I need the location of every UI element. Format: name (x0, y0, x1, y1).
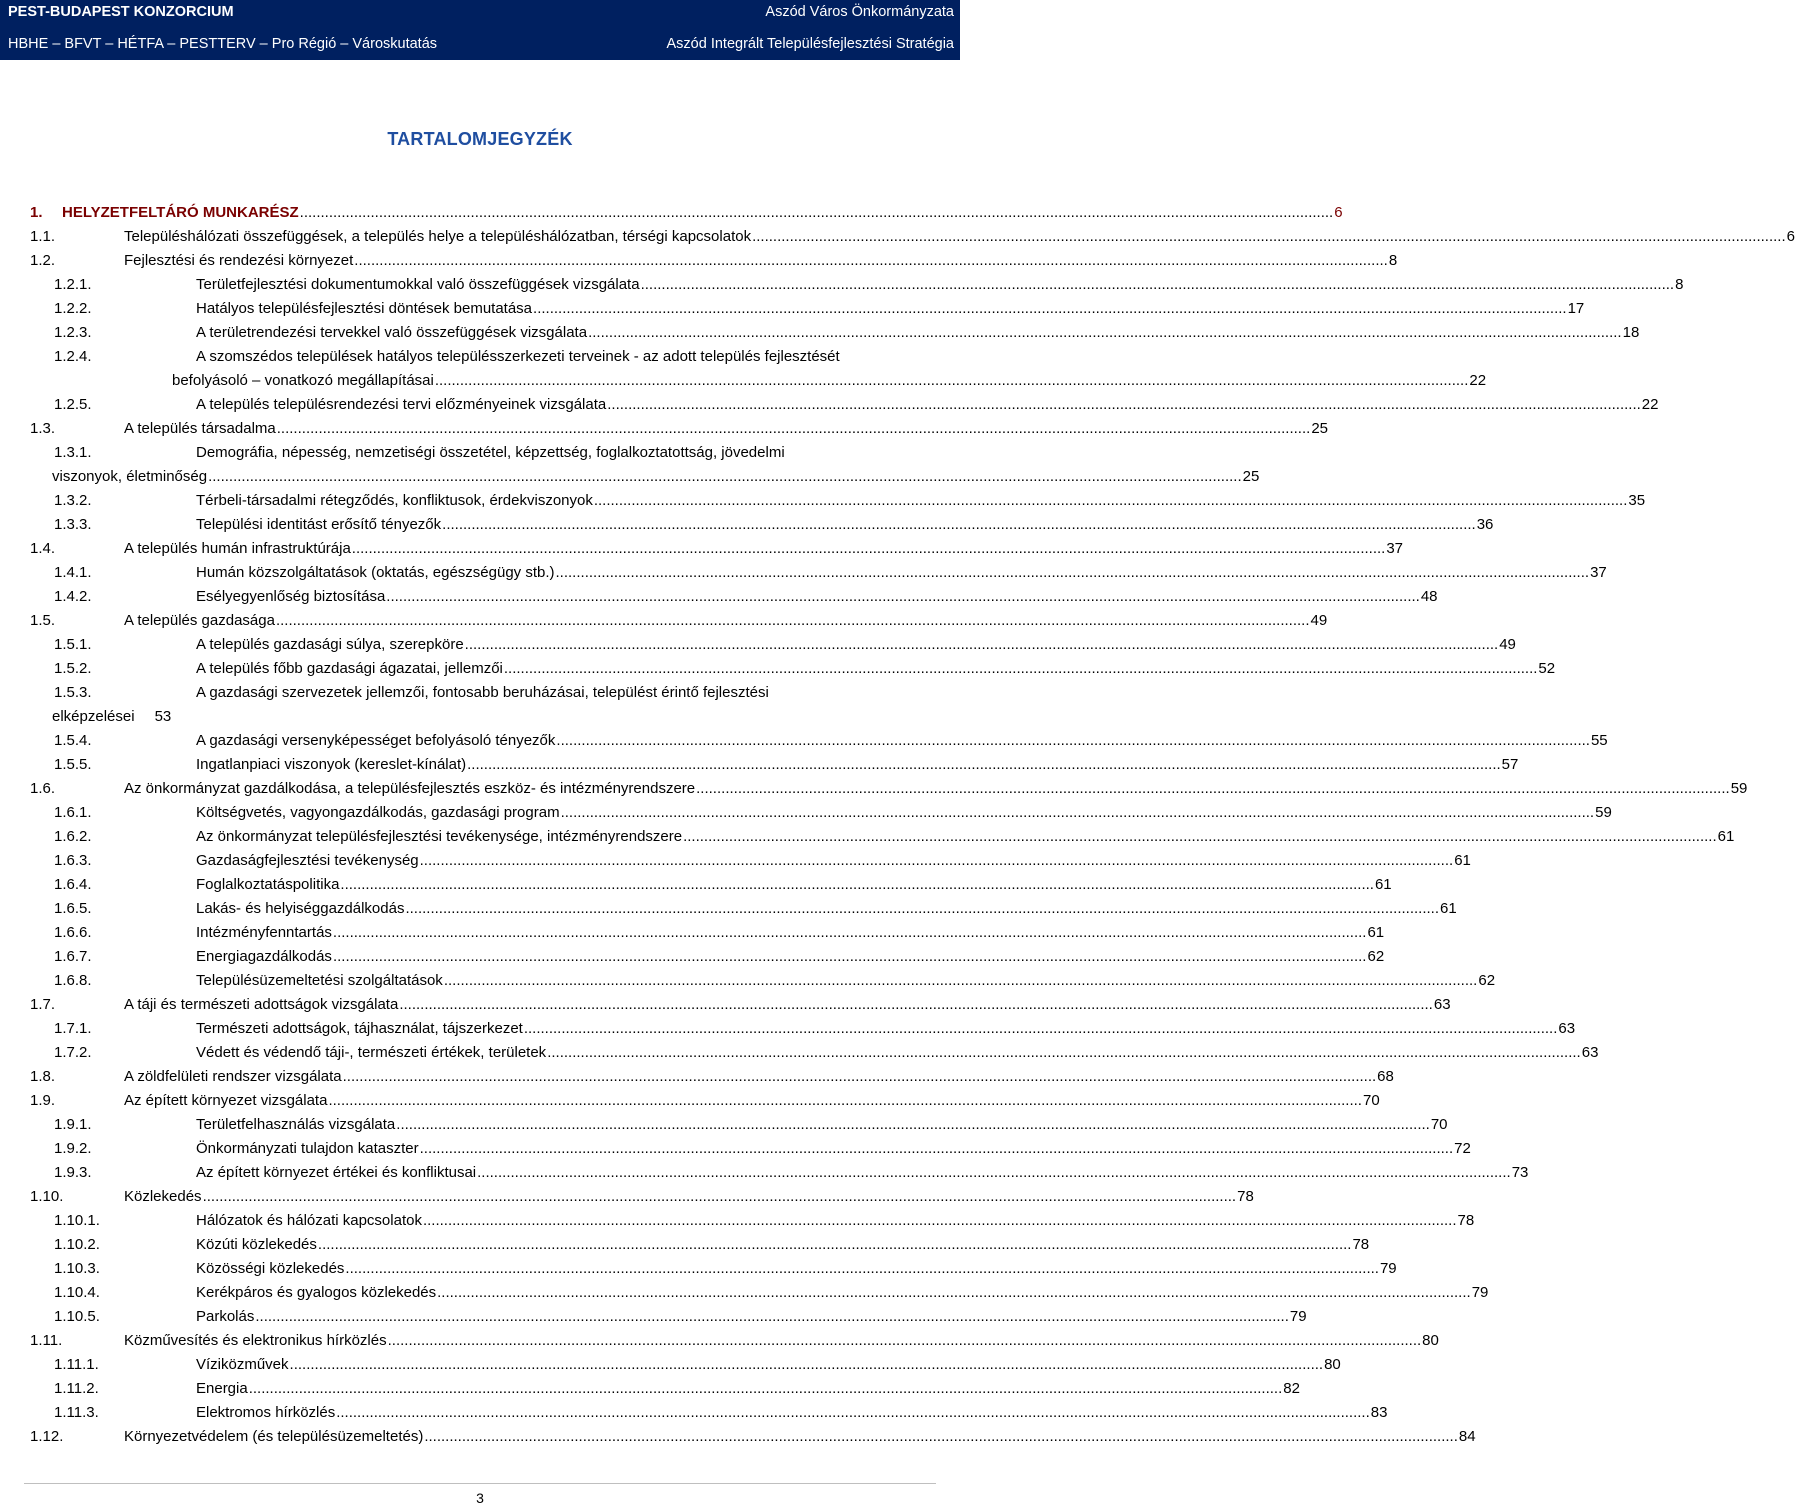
toc-entry[interactable] (30, 1257, 1397, 1281)
toc-entry[interactable] (30, 1353, 1341, 1377)
toc-entry-number: 1.2.3. (54, 324, 92, 341)
toc-entry[interactable] (30, 1425, 1476, 1449)
toc-entry-number: 1.10. (30, 1188, 64, 1205)
toc-entry[interactable] (30, 1041, 1599, 1065)
toc-entry-page: 61 (1367, 924, 1385, 941)
toc-entry-title: Térbeli-társadalmi rétegződés, konfliktusok, érdekviszonyok (196, 492, 593, 509)
page-header (0, 0, 960, 60)
toc-entry-title: Gazdaságfejlesztési tevékenység (196, 852, 419, 869)
toc-entry-number: 1.11.3. (54, 1404, 99, 1421)
toc-entry-title: HELYZETFELTÁRÓ MUNKARÉSZ (62, 204, 299, 221)
toc-entry-title: Az önkormányzat településfejlesztési tevékenysége, intézményrendszere (196, 828, 683, 845)
toc-leader-dots (405, 897, 1439, 921)
toc-entry-number: 1.12. (30, 1428, 64, 1445)
toc-entry-number: 1.10.2. (54, 1236, 100, 1253)
toc-entry-title: Területfelhasználás vizsgálata (196, 1116, 396, 1133)
toc-leader-dots (752, 225, 1786, 249)
toc-leader-dots (388, 1329, 1422, 1353)
toc-entry-page: 6 (1786, 228, 1795, 245)
toc-entry-page: 52 (1538, 660, 1556, 677)
header-municipality: Aszód Város Önkormányzata (765, 4, 954, 20)
toc-entry[interactable] (30, 201, 1343, 225)
toc-entry-title: A szomszédos települések hatályos településszerkezeti terveinek - az adott település fejlesztését (196, 348, 840, 365)
toc-entry-page: 37 (1590, 564, 1607, 581)
toc-entry-page: 49 (1499, 636, 1516, 653)
toc-entry-number: 1.2.4. (54, 348, 92, 365)
toc-entry-title: Az önkormányzat gazdálkodása, a településfejlesztés eszköz- és intézményrendszere (124, 780, 696, 797)
toc-entry-page: 80 (1422, 1332, 1439, 1349)
toc-entry[interactable] (30, 681, 953, 729)
toc-entry[interactable] (30, 249, 1398, 273)
toc-entry-page: 22 (1641, 396, 1659, 413)
toc-entry-page: 73 (1511, 1164, 1529, 1181)
toc-entry-page: 78 (1237, 1188, 1254, 1205)
toc-entry-number: 1.10.4. (54, 1284, 100, 1301)
toc-entry-number: 1.5.3. (54, 684, 92, 701)
toc-entry-number: 1.6. (30, 780, 56, 797)
toc-leader-dots (300, 201, 1334, 225)
toc-entry[interactable] (30, 1065, 1394, 1089)
toc-entry-page: 79 (1471, 1284, 1489, 1301)
toc-leader-dots (607, 393, 1641, 417)
toc-entry[interactable] (30, 729, 1608, 753)
toc-entry[interactable] (30, 393, 1659, 417)
toc-leader-dots (208, 465, 1242, 489)
toc-entry[interactable] (30, 873, 1392, 897)
toc-entry-page: 37 (1386, 540, 1404, 557)
toc-entry-page: 84 (1458, 1428, 1476, 1445)
toc-entry-title: Közlekedés (124, 1188, 202, 1205)
toc-entry-number: 1.5.1. (54, 636, 92, 653)
toc-entry-number: 1.5.4. (54, 732, 92, 749)
toc-entry-number: 1.6.4. (54, 876, 92, 893)
toc-leader-dots (333, 945, 1367, 969)
toc-entry-number: 1.4.2. (54, 588, 92, 605)
toc-entry-page: 48 (1420, 588, 1438, 605)
toc-entry[interactable] (30, 1089, 1380, 1113)
toc-leader-dots (354, 249, 1388, 273)
toc-entry-title: A település társadalma (124, 420, 276, 437)
toc-leader-dots (524, 1017, 1558, 1041)
toc-entry-number: 1.9. (30, 1092, 56, 1109)
toc-entry-number: 1.2.2. (54, 300, 92, 317)
toc-entry-title: Területfejlesztési dokumentumokkal való összefüggések vizsgálata (196, 276, 640, 293)
toc-entry-title: Kerékpáros és gyalogos közlekedés (196, 1284, 437, 1301)
toc-entry-title: Esélyegyenlőség biztosítása (196, 588, 386, 605)
toc-entry-number: 1.8. (30, 1068, 56, 1085)
toc-entry-number: 1.9.2. (54, 1140, 92, 1157)
toc-entry-title-continued: viszonyok, életminőség (52, 468, 208, 485)
toc-leader-dots (442, 513, 1476, 537)
toc-leader-dots (343, 1065, 1377, 1089)
toc-entry-number: 1.9.3. (54, 1164, 92, 1181)
toc-entry-title: Ingatlanpiaci viszonyok (kereslet-kínálat) (196, 756, 467, 773)
toc-entry-title: Környezetvédelem (és településüzemeltetés) (124, 1428, 424, 1445)
toc-entry-number: 1.6.2. (54, 828, 92, 845)
toc-entry-title: A település főbb gazdasági ágazatai, jellemzői (196, 660, 503, 677)
toc-entry[interactable] (30, 1209, 1475, 1233)
toc-entry-title: Elektromos hírközlés (196, 1404, 336, 1421)
toc-leader-dots (641, 273, 1675, 297)
toc-entry-page: 53 (154, 708, 172, 725)
toc-leader-dots (399, 993, 1433, 1017)
toc-entry[interactable] (30, 1329, 1439, 1353)
toc-leader-dots (477, 1161, 1511, 1185)
header-row-top (8, 1, 954, 23)
toc-entry[interactable] (30, 585, 1438, 609)
toc-entry-page: 79 (1379, 1260, 1397, 1277)
page-number: 3 (476, 1490, 484, 1506)
toc-leader-dots (318, 1233, 1352, 1257)
toc-entry-title: Természeti adottságok, tájhasználat, tájszerkezet (196, 1020, 523, 1037)
toc-entry-number: 1.6.1. (54, 804, 92, 821)
toc-entry[interactable] (30, 825, 1735, 849)
toc-leader-dots (683, 825, 1717, 849)
toc-entry[interactable] (30, 1233, 1370, 1257)
toc-entry-title: Hálózatok és hálózati kapcsolatok (196, 1212, 422, 1229)
toc-entry[interactable] (30, 777, 1748, 801)
toc-entry-page: 61 (1717, 828, 1735, 845)
header-row-bottom (8, 33, 954, 55)
toc-entry-page: 63 (1433, 996, 1451, 1013)
toc-entry-title: Településüzemeltetési szolgáltatások (196, 972, 443, 989)
toc-entry-page: 22 (1469, 372, 1487, 389)
toc-entry[interactable] (30, 1113, 1448, 1137)
toc-leader-dots (249, 1377, 1283, 1401)
toc-entry[interactable] (30, 489, 1646, 513)
toc-entry-page: 25 (1242, 468, 1260, 485)
toc-entry[interactable] (30, 609, 1328, 633)
toc-entry-title: Hatályos településfejlesztési döntések bemutatása (196, 300, 533, 317)
toc-entry-page: 59 (1730, 780, 1748, 797)
toc-leader-dots (437, 1281, 1471, 1305)
toc-leader-dots (420, 849, 1454, 873)
toc-entry-page: 17 (1567, 300, 1585, 317)
toc-entry-page: 62 (1367, 948, 1385, 965)
toc-entry-page: 63 (1581, 1044, 1599, 1061)
toc-entry[interactable] (30, 657, 1556, 681)
toc-entry-number: 1.5. (30, 612, 56, 629)
toc-entry[interactable] (30, 417, 1328, 441)
toc-entry-number: 1.3.3. (54, 516, 92, 533)
toc-leader-dots (696, 777, 1730, 801)
toc-entry-title: A táji és természeti adottságok vizsgálata (124, 996, 399, 1013)
toc-entry-page: 70 (1430, 1116, 1448, 1133)
toc-entry-number: 1.5.5. (54, 756, 92, 773)
toc-entry[interactable] (30, 753, 1519, 777)
toc-leader-dots (424, 1425, 1458, 1449)
toc-leader-dots (504, 657, 1538, 681)
toc-entry-title: Parkolás (196, 1308, 255, 1325)
toc-entry-title-continued: elképzelései (52, 708, 135, 725)
toc-entry-title: Településhálózati összefüggések, a település helye a településhálózatban, térségi kapcsolatok (124, 228, 752, 245)
toc-leader-dots (396, 1113, 1430, 1137)
toc-entry-number: 1.11.2. (54, 1380, 99, 1397)
toc-entry-number: 1.10.3. (54, 1260, 100, 1277)
toc-entry-page: 49 (1310, 612, 1328, 629)
toc-entry[interactable] (30, 537, 1404, 561)
toc-leader-dots (290, 1353, 1324, 1377)
toc-entry-number: 1.10.1. (54, 1212, 100, 1229)
toc-entry-page: 63 (1558, 1020, 1576, 1037)
toc-entry-number: 1.3.1. (54, 444, 92, 461)
toc-heading: TARTALOMJEGYZÉK (387, 129, 573, 149)
toc-entry-page: 68 (1377, 1068, 1394, 1085)
toc-entry-number: 1.6.5. (54, 900, 92, 917)
toc-entry-number: 1.7.1. (54, 1020, 92, 1037)
toc-leader-dots (328, 1089, 1362, 1113)
toc-entry-page: 83 (1370, 1404, 1388, 1421)
toc-entry-number: 1.6.7. (54, 948, 92, 965)
toc-entry-title: Közösségi közlekedés (196, 1260, 345, 1277)
toc-leader-dots (277, 417, 1311, 441)
toc-entry-number: 1. (30, 204, 43, 221)
toc-leader-dots (345, 1257, 1379, 1281)
toc-entry-title: Védett és védendő táji-, természeti értékek, területek (196, 1044, 547, 1061)
toc-entry-title: Intézményfenntartás (196, 924, 332, 941)
toc-entry-number: 1.2. (30, 252, 56, 269)
toc-entry-title: A település gazdasági súlya, szerepköre (196, 636, 464, 653)
toc-leader-dots (467, 753, 1501, 777)
toc-entry-title: A gazdasági szervezetek jellemzői, fontosabb beruházásai, települést érintő fejlesztési (196, 684, 769, 701)
toc-leader-dots (276, 609, 1310, 633)
toc-entry[interactable] (30, 897, 1457, 921)
toc-entry-number: 1.6.6. (54, 924, 92, 941)
toc-leader-dots (420, 1137, 1454, 1161)
toc-entry-page: 82 (1283, 1380, 1300, 1397)
toc-entry[interactable] (30, 849, 1471, 873)
toc-entry-title: Energiagazdálkodás (196, 948, 332, 965)
toc-entry-title: Az épített környezet értékei és konfliktusai (196, 1164, 477, 1181)
header-consortium: PEST-BUDAPEST KONZORCIUM (8, 4, 234, 20)
toc-entry-title: A település gazdasága (124, 612, 275, 629)
toc-entry-title: A település humán infrastruktúrája (124, 540, 351, 557)
toc-entry-page: 35 (1628, 492, 1646, 509)
header-partners: HBHE – BFVT – HÉTFA – PESTTERV – Pro Régió – Városkutatás (8, 36, 438, 52)
toc-entry-page: 80 (1324, 1356, 1341, 1373)
toc-entry-number: 1.4. (30, 540, 56, 557)
toc-entry-title: Települési identitást erősítő tényezők (196, 516, 442, 533)
toc-entry-number: 1.6.3. (54, 852, 92, 869)
toc-leader-dots (255, 1305, 1289, 1329)
toc-leader-dots (588, 321, 1622, 345)
toc-entry-title: Víziközművek (196, 1356, 289, 1373)
toc-entry-title: Demográfia, népesség, nemzetiségi összetétel, képzettség, foglalkoztatottság, jövedelmi (196, 444, 785, 461)
toc-entry-title: Fejlesztési és rendezési környezet (124, 252, 354, 269)
toc-entry-title: Költségvetés, vagyongazdálkodás, gazdasági program (196, 804, 560, 821)
toc-entry-title: Közművesítés és elektronikus hírközlés (124, 1332, 387, 1349)
toc-entry[interactable] (30, 969, 1496, 993)
toc-entry-number: 1.7.2. (54, 1044, 92, 1061)
toc-leader-dots (352, 537, 1386, 561)
toc-entry-number: 1.3.2. (54, 492, 92, 509)
toc-entry-title: A területrendezési tervekkel való összefüggések vizsgálata (196, 324, 588, 341)
toc-entry[interactable] (30, 561, 1607, 585)
toc-leader-dots (340, 873, 1374, 897)
toc-entry[interactable] (30, 633, 1516, 657)
toc-entry-page: 36 (1476, 516, 1494, 533)
toc-entry-page: 62 (1478, 972, 1496, 989)
toc-entry-page: 78 (1457, 1212, 1475, 1229)
toc-entry-title: Közúti közlekedés (196, 1236, 317, 1253)
toc-entry-page: 6 (1334, 204, 1343, 221)
toc-entry[interactable] (30, 1377, 1300, 1401)
toc-entry-title: Az épített környezet vizsgálata (124, 1092, 328, 1109)
toc-entry[interactable] (30, 1185, 1254, 1209)
toc-entry-number: 1.2.5. (54, 396, 92, 413)
toc-leader-dots (465, 633, 1499, 657)
toc-entry[interactable] (30, 1305, 1307, 1329)
toc-entry[interactable] (30, 1161, 1529, 1185)
toc-entry-title: Humán közszolgáltatások (oktatás, egészségügy stb.) (196, 564, 555, 581)
toc-entry-page: 61 (1440, 900, 1457, 917)
toc-entry-number: 1.7. (30, 996, 56, 1013)
toc-leader-dots (556, 561, 1590, 585)
toc-entry-number: 1.2.1. (54, 276, 92, 293)
toc-entry-title: Lakás- és helyiséggazdálkodás (196, 900, 405, 917)
toc-entry[interactable] (30, 1017, 1576, 1041)
header-document-title: Aszód Integrált Településfejlesztési Stratégia (666, 36, 954, 52)
toc-entry-page: 59 (1595, 804, 1612, 821)
toc-entry-number: 1.9.1. (54, 1116, 92, 1133)
toc-entry-page: 70 (1362, 1092, 1380, 1109)
toc-leader-dots (203, 1185, 1237, 1209)
footer-divider (24, 1483, 936, 1484)
toc-leader-dots (561, 801, 1595, 825)
toc-entry[interactable] (30, 441, 1260, 489)
toc-leader-dots (423, 1209, 1457, 1233)
toc-entry[interactable] (30, 1281, 1489, 1305)
toc-entry[interactable] (30, 297, 1585, 321)
toc-entry-page: 18 (1622, 324, 1640, 341)
toc-entry-page: 61 (1454, 852, 1471, 869)
toc-entry-title: A település településrendezési tervi előzményeinek vizsgálata (196, 396, 607, 413)
toc-leader-dots (444, 969, 1478, 993)
toc-entry[interactable] (30, 273, 1684, 297)
toc-entry-number: 1.6.8. (54, 972, 92, 989)
toc-entry[interactable] (30, 801, 1612, 825)
toc-entry-title-continued: befolyásoló – vonatkozó megállapításai (172, 372, 434, 389)
toc-entry-title: Foglalkoztatáspolitika (196, 876, 340, 893)
toc-entry-title: A gazdasági versenyképességet befolyásoló tényezők (196, 732, 556, 749)
toc-entry[interactable] (30, 993, 1451, 1017)
toc-entry-page: 55 (1590, 732, 1608, 749)
toc-entry-page: 8 (1675, 276, 1684, 293)
toc-entry-page: 61 (1374, 876, 1392, 893)
toc-entry[interactable] (30, 921, 1385, 945)
toc-entry-page: 25 (1311, 420, 1328, 437)
toc-entry-number: 1.3. (30, 420, 56, 437)
toc-entry-title: Önkormányzati tulajdon kataszter (196, 1140, 419, 1157)
toc-leader-dots (336, 1401, 1370, 1425)
toc-leader-dots (333, 921, 1367, 945)
toc-entry-page: 79 (1289, 1308, 1307, 1325)
toc-entry[interactable] (30, 1401, 1388, 1425)
toc-leader-dots (547, 1041, 1581, 1065)
table-of-contents (30, 201, 1795, 1449)
toc-entry-number: 1.4.1. (54, 564, 92, 581)
toc-entry[interactable] (30, 945, 1385, 969)
toc-entry-number: 1.11. (30, 1332, 63, 1349)
toc-entry[interactable] (30, 513, 1494, 537)
toc-entry-title: Energia (196, 1380, 248, 1397)
toc-entry-number: 1.5.2. (54, 660, 92, 677)
toc-leader-dots (594, 489, 1628, 513)
toc-entry-number: 1.10.5. (54, 1308, 100, 1325)
toc-leader-dots (386, 585, 1420, 609)
toc-entry-number: 1.11.1. (54, 1356, 99, 1373)
toc-entry-title: A zöldfelületi rendszer vizsgálata (124, 1068, 342, 1085)
toc-entry-page: 57 (1501, 756, 1519, 773)
toc-entry[interactable] (30, 345, 1487, 393)
toc-leader-dots (556, 729, 1590, 753)
toc-entry-page: 78 (1352, 1236, 1370, 1253)
toc-entry-page: 72 (1454, 1140, 1471, 1157)
toc-leader-dots (435, 369, 1469, 393)
toc-entry[interactable] (30, 1137, 1471, 1161)
toc-entry-page: 8 (1388, 252, 1398, 269)
toc-entry[interactable] (30, 321, 1640, 345)
toc-entry[interactable] (30, 225, 1795, 249)
toc-entry-number: 1.1. (30, 228, 56, 245)
toc-leader-dots (533, 297, 1567, 321)
